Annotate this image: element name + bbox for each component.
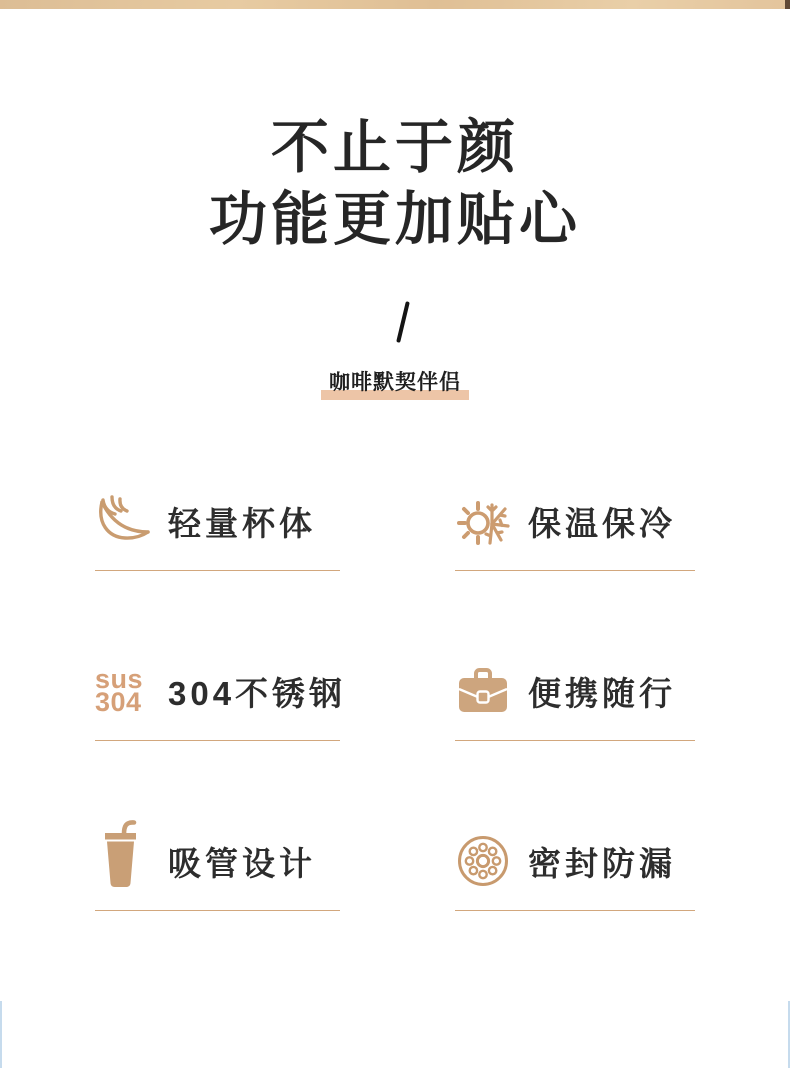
feather-icon	[95, 493, 151, 549]
band-dark-notch	[785, 0, 790, 9]
sus304-badge	[95, 663, 151, 719]
feature-straw-design	[95, 741, 340, 911]
straw-cup-icon	[95, 833, 151, 889]
feature-row	[95, 663, 347, 719]
page-title	[0, 112, 790, 256]
subtitle-row	[0, 366, 790, 396]
title-line-1: 不止于颜	[270, 115, 519, 180]
feature-row	[455, 663, 695, 719]
feature-label: 密封防漏	[528, 844, 676, 882]
seal-rings-icon	[455, 833, 511, 889]
feature-lightweight-cup	[95, 401, 340, 571]
feature-label: 304不锈钢	[168, 674, 347, 712]
feature-row	[455, 493, 695, 549]
feature-row	[95, 493, 340, 549]
feature-divider	[95, 910, 340, 911]
feature-leakproof	[455, 741, 695, 911]
wood-texture-strip	[0, 0, 790, 9]
feature-label: 保温保冷	[528, 504, 676, 542]
feature-stainless-steel	[95, 571, 347, 741]
sus304-badge-line2: 304	[95, 687, 142, 717]
feature-label: 吸管设计	[168, 844, 316, 882]
feature-portable	[455, 571, 695, 741]
left-edge-sliver	[0, 1001, 2, 1068]
sus304-badge-line1: sus	[95, 664, 144, 694]
feature-hot-cold	[455, 401, 695, 571]
sun-snowflake-icon	[455, 493, 511, 549]
feature-grid	[95, 401, 695, 911]
slash-divider	[396, 301, 410, 343]
briefcase-icon	[455, 663, 511, 719]
feature-row	[455, 833, 695, 889]
feature-row	[95, 833, 340, 889]
title-line-2: 功能更加贴心	[208, 187, 581, 252]
subtitle: 咖啡默契伴侣	[326, 366, 464, 396]
feature-label: 便携随行	[528, 674, 676, 712]
feature-label: 轻量杯体	[168, 504, 316, 542]
feature-divider	[455, 910, 695, 911]
